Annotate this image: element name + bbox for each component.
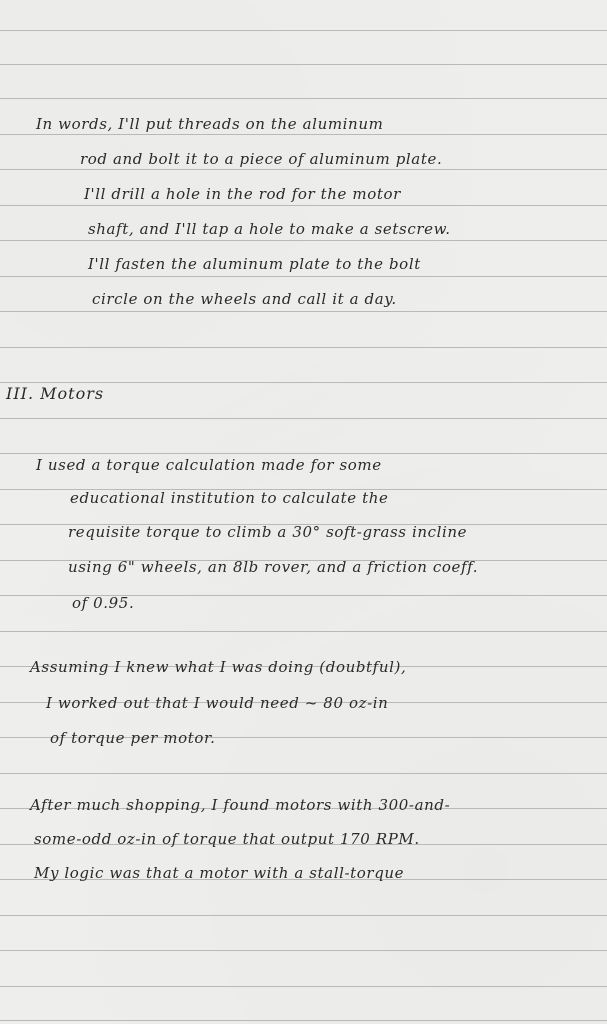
handwritten-line: of torque per motor.	[50, 729, 216, 747]
rule-line	[0, 311, 607, 312]
section-heading: III. Motors	[6, 384, 105, 403]
handwritten-line: Assuming I knew what I was doing (doubtful),	[30, 658, 407, 676]
handwritten-line: After much shopping, I found motors with 300-and-	[30, 796, 451, 814]
handwritten-line: I'll drill a hole in the rod for the motor	[84, 185, 401, 203]
handwritten-line: I worked out that I would need ~ 80 oz-in	[46, 694, 389, 712]
handwritten-line: I used a torque calculation made for some	[36, 456, 382, 474]
rule-line	[0, 773, 607, 774]
rule-line	[0, 1020, 607, 1021]
handwritten-line: of 0.95.	[72, 594, 135, 612]
rule-line	[0, 276, 607, 277]
rule-line	[0, 30, 607, 31]
rule-line	[0, 631, 607, 632]
handwritten-line: shaft, and I'll tap a hole to make a setscrew.	[88, 220, 451, 238]
handwritten-line: rod and bolt it to a piece of aluminum plate.	[80, 150, 443, 168]
rule-line	[0, 98, 607, 99]
handwritten-line: I'll fasten the aluminum plate to the bolt	[88, 255, 421, 273]
handwritten-line: requisite torque to climb a 30° soft-grass incline	[68, 523, 468, 541]
rule-line	[0, 950, 607, 951]
rule-line	[0, 418, 607, 419]
handwritten-line: using 6" wheels, an 8lb rover, and a friction coeff.	[68, 558, 479, 576]
rule-line	[0, 986, 607, 987]
handwritten-line: some-odd oz-in of torque that output 170 RPM.	[34, 830, 420, 848]
rule-line	[0, 169, 607, 170]
rule-line	[0, 64, 607, 65]
rule-line	[0, 134, 607, 135]
rule-line	[0, 240, 607, 241]
handwritten-line: My logic was that a motor with a stall-torque	[34, 864, 405, 882]
rule-line	[0, 205, 607, 206]
rule-line	[0, 347, 607, 348]
handwritten-line: In words, I'll put threads on the aluminum	[36, 115, 384, 133]
handwritten-line: educational institution to calculate the	[70, 489, 389, 507]
rule-line	[0, 382, 607, 383]
rule-line	[0, 453, 607, 454]
handwritten-line: circle on the wheels and call it a day.	[92, 290, 397, 308]
rule-line	[0, 915, 607, 916]
